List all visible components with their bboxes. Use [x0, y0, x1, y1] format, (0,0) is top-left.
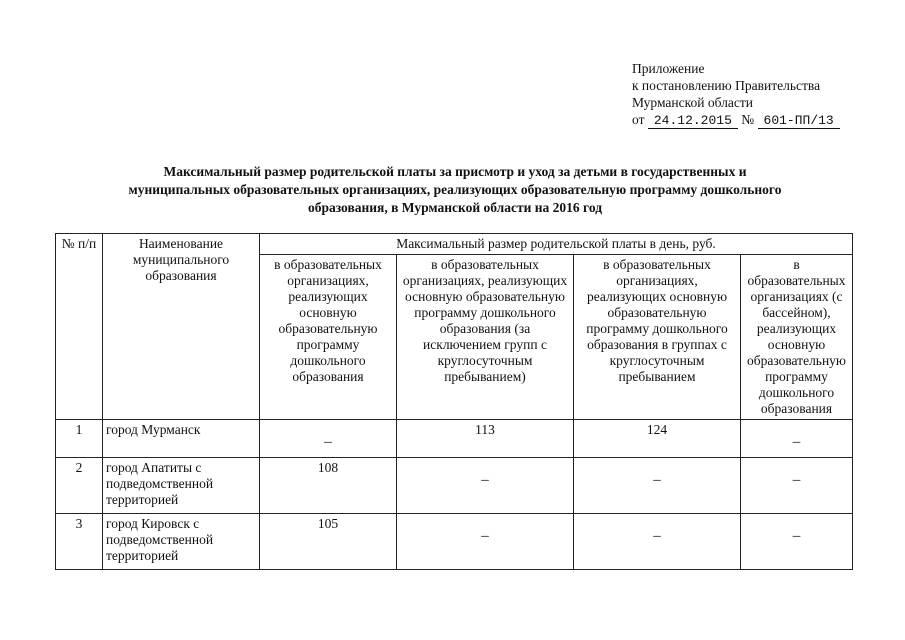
appendix-line-2: к постановлению Правительства [632, 78, 821, 93]
header-group: Максимальный размер родительской платы в день, руб. [260, 234, 853, 255]
header-col-3: в образовательных организациях, реализующих основную образовательную программу дошкольного образования в группах с круглосуточным пребыванием [574, 255, 741, 420]
row-value-4: – [792, 472, 801, 488]
row-num: 3 [56, 514, 103, 570]
title-line-3: образования, в Мурманской области на 2016 год [307, 200, 603, 215]
appendix-line-3: Мурманской области [632, 95, 753, 110]
title-line-1: Максимальный размер родительской платы за присмотр и уход за детьми в государственных и [163, 164, 747, 179]
row-value-2: 113 [397, 420, 574, 458]
row-value-3: 124 [574, 420, 741, 458]
row-value-2: – [481, 528, 489, 544]
title-line-2: муниципальных образовательных организациях, реализующих образовательную программу дошкольного [128, 182, 782, 197]
row-value-4: – [792, 434, 801, 450]
resolution-date: 24.12.2015 [648, 113, 738, 129]
fees-table [55, 233, 853, 570]
header-col-4: в образовательных организациях (с бассейном), реализующих основную образовательную программу дошкольного образования [741, 255, 853, 420]
header-num: № п/п [56, 234, 103, 420]
row-num: 1 [56, 420, 103, 458]
table-row [56, 514, 853, 570]
row-name: город Кировск с подведомственной территорией [103, 514, 260, 570]
table-row [56, 458, 853, 514]
row-value-1: 105 [260, 514, 397, 570]
row-value-3: – [653, 528, 661, 544]
row-value-1: 108 [260, 458, 397, 514]
header-row-1 [56, 234, 853, 255]
row-name: город Мурманск [103, 420, 260, 458]
appendix-block [632, 60, 840, 129]
row-num: 2 [56, 458, 103, 514]
number-label: № [741, 112, 755, 127]
row-name: город Апатиты с подведомственной территорией [103, 458, 260, 514]
row-value-2: – [481, 472, 489, 488]
row-value-3: – [653, 472, 661, 488]
document-title [60, 163, 850, 217]
resolution-number: 601-ПП/13 [758, 113, 840, 129]
header-col-2: в образовательных организациях, реализующих основную образовательную программу дошкольного образования (за исключением групп с круглосуточным пребыванием) [397, 255, 574, 420]
table-row [56, 420, 853, 458]
header-name: Наименование муниципального образования [103, 234, 260, 420]
row-value-1: – [324, 434, 332, 450]
appendix-resolution-line [632, 111, 840, 129]
from-label: от [632, 112, 645, 127]
header-col-1: в образовательных организациях, реализующих основную образовательную программу дошкольного образования [260, 255, 397, 420]
row-value-4: – [792, 528, 801, 544]
appendix-line-1: Приложение [632, 61, 705, 76]
